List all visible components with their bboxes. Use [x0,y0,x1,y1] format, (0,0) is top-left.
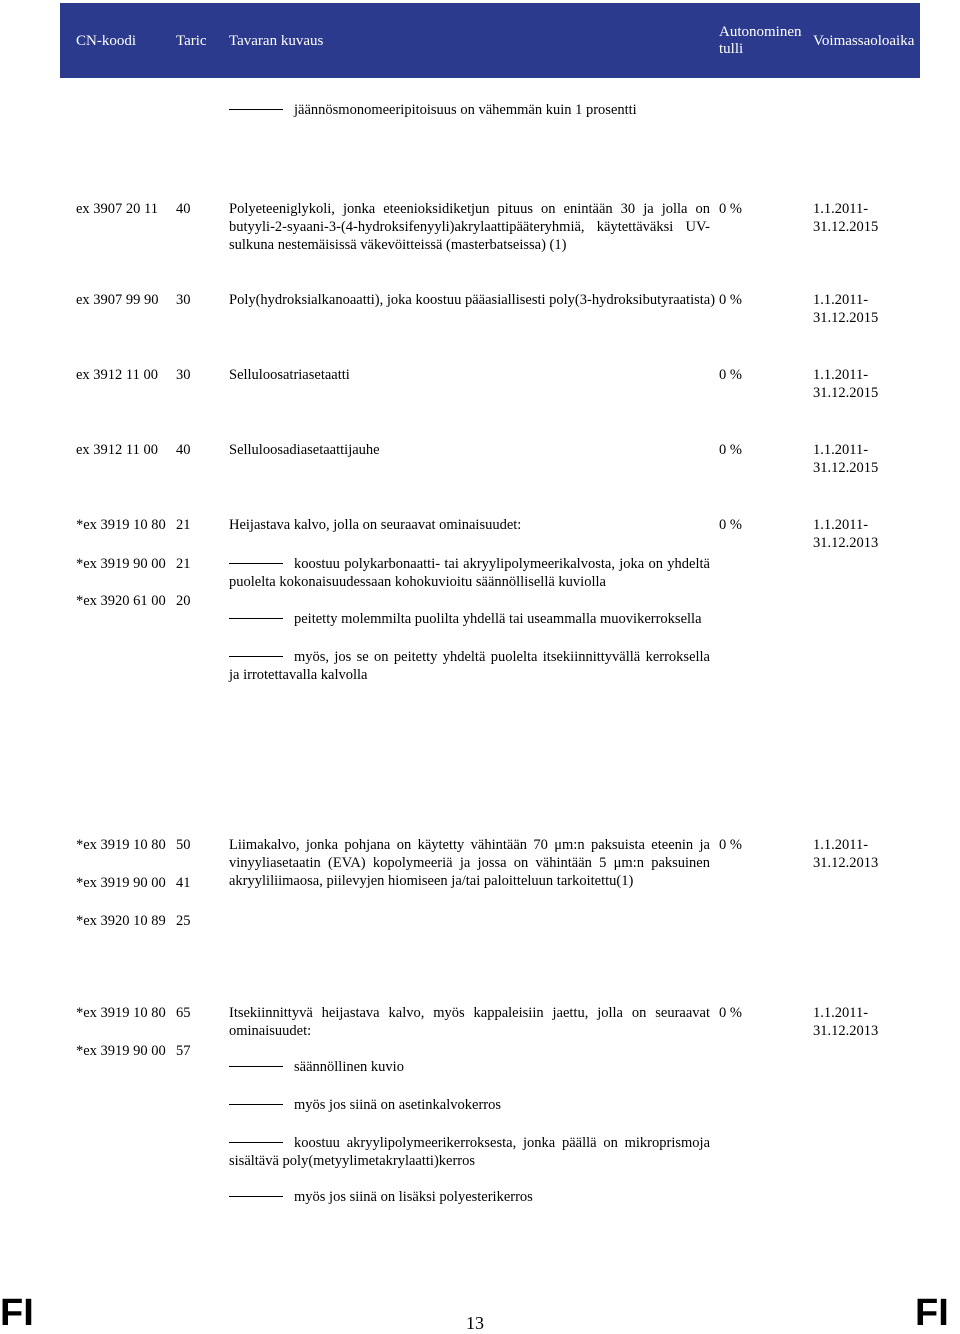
row-5-description: Liimakalvo, jonka pohjana on käytetty vähintään 70 μm:n paksuista eteenin ja vinyyliasetaatin (EVA) kopolymeeriä ja jossa on vähintään 5 μm:n paksuinen akryyliliimaosa, piilevyjen hiomiseen ja/tai paloitteluun tarkoitettu(1) [229,837,710,889]
footer-language-right: FI [915,1292,949,1334]
row-6-item-2: myös jos siinä on asetinkalvokerros [229,1096,710,1114]
row-6-description: Itsekiinnittyvä heijastava kalvo, myös kappaleisiin jaettu, jolla on seuraavat ominaisuudet: [229,1005,710,1039]
row-2-cn: ex 3912 11 00 [76,367,159,383]
dash-marker [229,656,283,657]
dash-marker [229,1142,283,1143]
dash-marker [229,563,283,564]
row-4-item-2: peitetty molemmilta puolilta yhdellä tai useammalla muovikerroksella [229,610,710,628]
footer-language-left: FI [0,1292,34,1334]
row-6-validity-end: 31.12.2013 [813,1023,879,1039]
row-5-cn-1: *ex 3919 10 80 [76,837,166,853]
row-1-validity-start: 1.1.2011- [813,292,869,308]
row-1-validity-end: 31.12.2015 [813,310,879,326]
row-6-item-3: koostuu akryylipolymeerikerroksesta, jonka päällä on mikroprismoja sisältävä poly(metyylimetakrylaatti)kerros [229,1135,710,1169]
row-5-validity-end: 31.12.2013 [813,855,879,871]
row-4-item-3: myös, jos se on peitetty yhdeltä puolelta itsekiinnittyvällä kerroksella ja irrotettavalla kalvolla [229,649,710,683]
row-4-validity-start: 1.1.2011- [813,517,869,533]
header-description: Tavaran kuvaus [229,33,324,49]
row-4-taric-3: 20 [176,593,191,609]
row-6-duty: 0 % [719,1005,742,1021]
row-4-taric-1: 21 [176,517,191,533]
row-6-taric-2: 57 [176,1043,191,1059]
row-6-validity-start: 1.1.2011- [813,1005,869,1021]
row-2-taric: 30 [176,367,191,383]
row-5-cn-3: *ex 3920 10 89 [76,913,166,929]
row-4-validity-end: 31.12.2013 [813,535,879,551]
row-2-validity-start: 1.1.2011- [813,367,869,383]
row-3-cn: ex 3912 11 00 [76,442,159,458]
row-6-cn-1: *ex 3919 10 80 [76,1005,166,1021]
intro-line: jäännösmonomeeripitoisuus on vähemmän kuin 1 prosentti [229,101,710,119]
row-3-description: Selluloosadiasetaattijauhe [229,442,380,458]
row-2-validity-end: 31.12.2015 [813,385,879,401]
row-0-cn: ex 3907 20 11 [76,201,159,217]
row-4-item-1: koostuu polykarbonaatti- tai akryylipolymeerikalvosta, joka on yhdeltä puolelta kokonaisuudessaan kohokuvioitu säännöllisellä kuviolla [229,556,710,590]
header-duty-line2: tulli [719,41,744,57]
row-3-validity-end: 31.12.2015 [813,460,879,476]
row-6-cn-2: *ex 3919 90 00 [76,1043,166,1059]
row-6-taric-1: 65 [176,1005,191,1021]
row-4-cn-2: *ex 3919 90 00 [76,556,166,572]
row-4-taric-2: 21 [176,556,191,572]
row-5-duty: 0 % [719,837,742,853]
row-1-taric: 30 [176,292,191,308]
header-cn-code: CN-koodi [76,33,136,49]
page-number: 13 [466,1313,484,1333]
row-4-duty: 0 % [719,517,742,533]
row-0-duty: 0 % [719,201,742,217]
row-4-cn-3: *ex 3920 61 00 [76,593,166,609]
row-5-taric-3: 25 [176,913,191,929]
dash-marker [229,1104,283,1105]
dash-marker [229,1066,283,1067]
row-1-cn: ex 3907 99 90 [76,292,159,308]
row-4-cn-1: *ex 3919 10 80 [76,517,166,533]
header-validity: Voimassaoloaika [813,33,915,49]
row-2-description: Selluloosatriasetaatti [229,367,350,383]
row-0-taric: 40 [176,201,191,217]
dash-marker [229,109,283,110]
row-1-description: Poly(hydroksialkanoaatti), joka koostuu pääasiallisesti poly(3-hydroksibutyraatista) [229,292,716,308]
row-5-cn-2: *ex 3919 90 00 [76,875,166,891]
row-0-description: Polyeteeniglykoli, jonka eteenioksidiketjun pituus on enintään 30 ja jolla on butyyli-2-syaani-3-(4-hydroksifenyyli)akrylaattipääteryhmiä, käytettäväksi UV-sulkuna nestemäisissä väkevöitteissä (masterbatseissa) (1) [229,201,710,253]
header-duty-line1: Autonominen [719,24,802,40]
dash-marker [229,1196,283,1197]
dash-marker [229,618,283,619]
row-1-duty: 0 % [719,292,742,308]
row-5-taric-2: 41 [176,875,191,891]
row-0-validity-end: 31.12.2015 [813,219,879,235]
row-5-taric-1: 50 [176,837,191,853]
row-6-item-4: myös jos siinä on lisäksi polyesterikerros [229,1188,710,1206]
row-3-taric: 40 [176,442,191,458]
row-0-validity-start: 1.1.2011- [813,201,869,217]
row-5-validity-start: 1.1.2011- [813,837,869,853]
row-4-description: Heijastava kalvo, jolla on seuraavat ominaisuudet: [229,517,522,533]
row-6-item-1: säännöllinen kuvio [229,1058,710,1076]
row-3-validity-start: 1.1.2011- [813,442,869,458]
header-taric: Taric [176,33,207,49]
row-2-duty: 0 % [719,367,742,383]
row-3-duty: 0 % [719,442,742,458]
